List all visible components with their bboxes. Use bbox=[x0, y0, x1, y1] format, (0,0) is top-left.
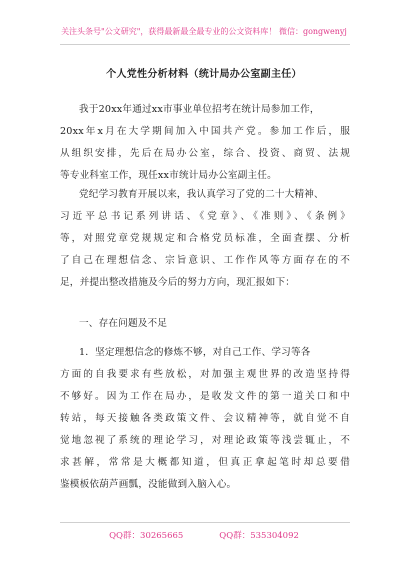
section-heading-text: 一、存在问题及不足 bbox=[79, 318, 168, 329]
paragraph-problem-one bbox=[60, 342, 350, 496]
document-title: 个人党性分析材料（统计局办公室副主任） bbox=[106, 69, 302, 80]
text-line: 党纪学习教育开展以来，我认真学习了党的二十大精神、 bbox=[79, 189, 324, 200]
text-line: 等，对照党章党规规定和合格党员标准，全面査摆、分析 bbox=[60, 233, 350, 244]
footer-divider bbox=[60, 522, 350, 523]
header-divider bbox=[60, 44, 350, 45]
text-line: 我于20xx年通过xx市事业单位招考在统计局参加工作， bbox=[79, 104, 320, 115]
text-line: 等专业科室工作，现任xx市统计局办公室副主任。 bbox=[60, 170, 277, 181]
text-line: 求甚解，常常是大概都知道，但真正拿起笔时却总要借 bbox=[60, 457, 350, 468]
header-banner: 关注头条号"公文研究"，获得最新最全最专业的公文资料库！ 微信：gongwenyj bbox=[61, 27, 347, 36]
qq-group-right: QQ群：535304092 bbox=[219, 531, 299, 541]
text-line: 从组织安排，先后在局办公室，综合、投资、商贸、法规 bbox=[60, 148, 350, 159]
text-line: 习近平总书记系列讲话、《党章》、《准则》、《条例》 bbox=[60, 211, 350, 222]
text-line: 了自己在理想信念、宗旨意识、工作作风等方面存在的不 bbox=[60, 255, 350, 266]
text-line: 1．坚定理想信念的修炼不够，对自己工作、学习等各 bbox=[79, 347, 311, 358]
section-heading bbox=[60, 313, 350, 335]
footer-contact bbox=[0, 530, 408, 542]
paragraph-study-summary bbox=[60, 184, 350, 294]
text-line: 方面的自我要求有些放松，对加强主观世界的改造坚持得 bbox=[60, 369, 350, 380]
text-line: 觉地忽视了系统的理论学习，对理论政策等浅尝辄止，不 bbox=[60, 435, 350, 446]
text-line: 足，并提出整改措施及今后的努力方向，现汇报如下： bbox=[60, 277, 296, 288]
text-line: 不够好。因为工作在局办，是收发文件的第一道关口和中 bbox=[60, 391, 350, 402]
text-line: 20xx年x月在大学期间加入中国共产党。参加工作后，服 bbox=[60, 126, 350, 137]
qq-group-left: QQ群：30265665 bbox=[109, 531, 184, 541]
paragraph-personal-background bbox=[60, 99, 350, 187]
text-line: 转站，每天接触各类政策文件、会议精神等，就自觉不自 bbox=[60, 413, 350, 424]
text-line: 鉴模板依葫芦画瓢，没能做到入脑入心。 bbox=[60, 479, 237, 490]
